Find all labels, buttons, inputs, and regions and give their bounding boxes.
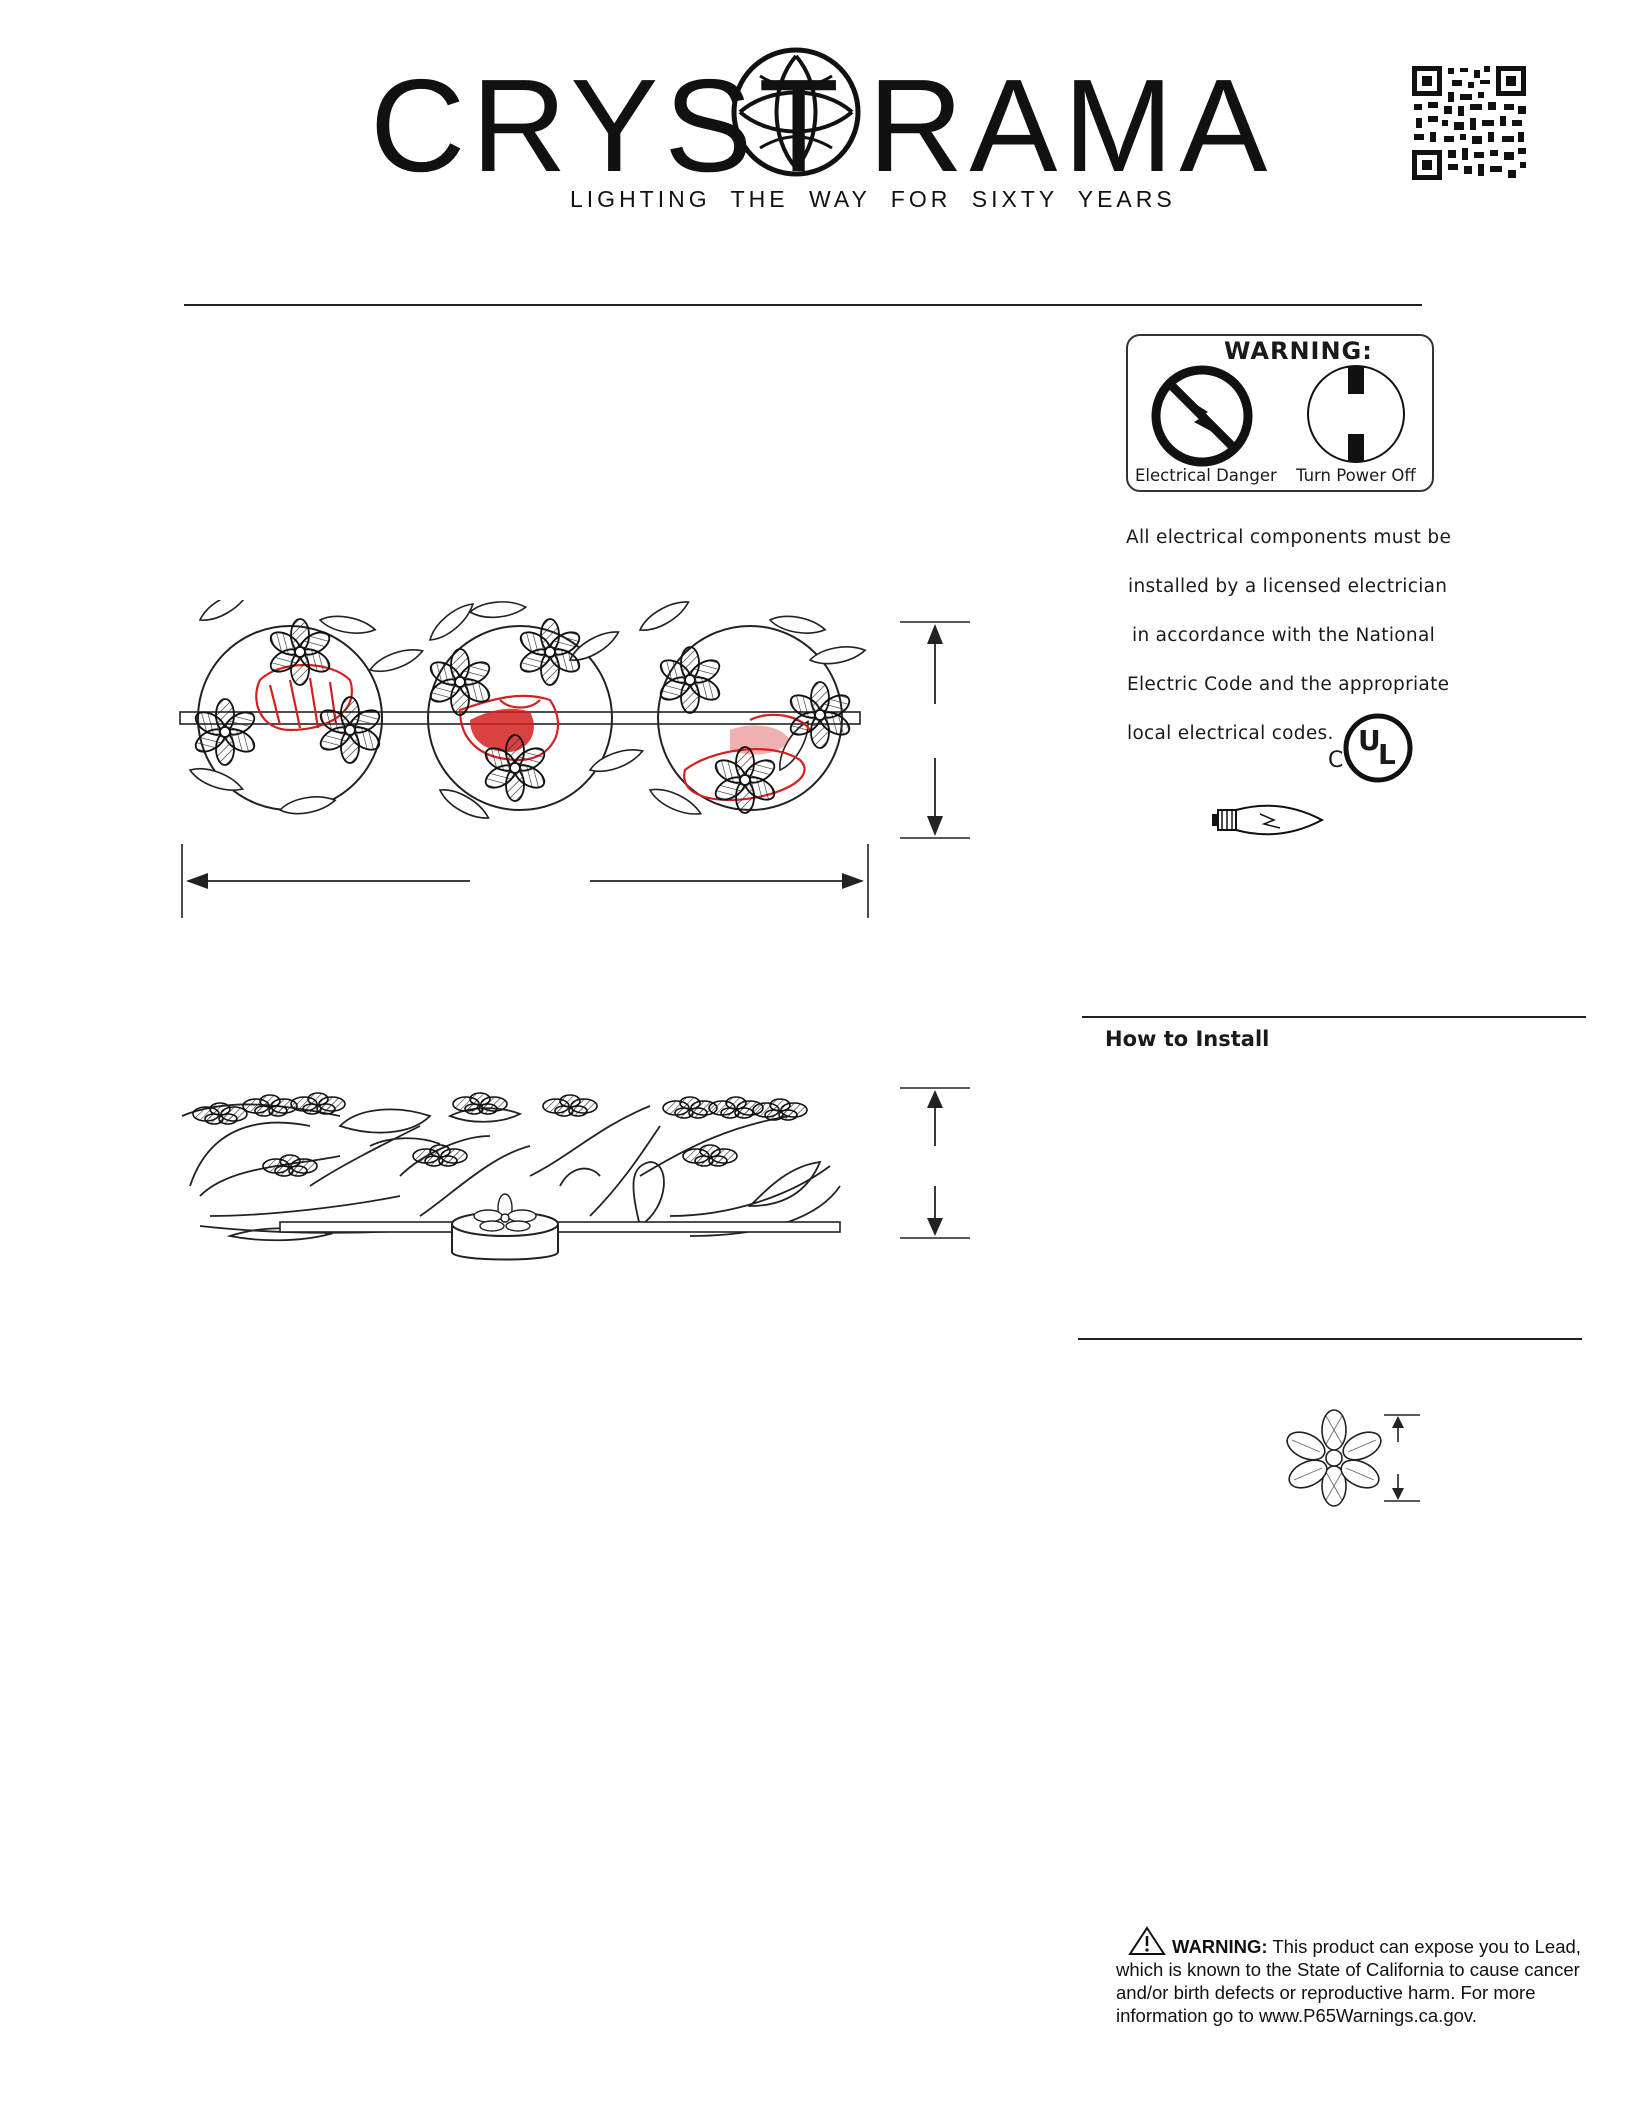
install-divider-bottom [1078,1338,1582,1340]
brand-name-right: RAMA [868,52,1274,199]
prop65-line-1: This product can expose you to Lead, [1267,1936,1581,1957]
ul-u-letter: U [1358,724,1381,757]
fixture-side-view-drawing [170,1066,1000,1276]
electrical-danger-label: Electrical Danger [1135,466,1277,485]
electrical-notice-line-2: installed by a licensed electrician [1128,576,1448,597]
qr-code-icon [1412,66,1526,180]
cul-c-letter: C [1328,748,1344,773]
fixture-front-view-drawing [170,600,1000,930]
electrical-notice-line-4: Electric Code and the appropriate [1127,674,1450,695]
electrical-notice-line-5: local electrical codes. [1127,723,1334,744]
brand-tagline: LIGHTING THE WAY FOR SIXTY YEARS [570,186,1176,212]
ul-l-letter: L [1378,738,1396,771]
turn-power-off-label: Turn Power Off [1296,466,1416,485]
prop65-line-2: which is known to the State of California to cause cancer [1116,1959,1580,1980]
power-off-switch-icon [1306,362,1406,466]
prop65-line-3: and/or birth defects or reproductive harm. For more [1116,1982,1536,2003]
brand-logo-emblem-icon [730,46,862,178]
electrical-danger-icon [1150,364,1254,468]
prop65-warning [1116,1935,1596,2027]
how-to-install-title: How to Install [1105,1027,1270,1051]
prop65-line-4: information go to www.P65Warnings.ca.gov. [1116,2005,1477,2026]
prop65-label: WARNING: [1172,1936,1268,1957]
install-divider-top [1082,1016,1586,1018]
cul-listed-mark-icon [1326,712,1416,788]
candelabra-bulb-icon [1208,800,1326,840]
safety-warning-title: WARNING: [1224,337,1373,365]
electrical-notice-line-3: in accordance with the National [1132,625,1436,646]
header-divider [184,304,1422,306]
crystal-flower-detail-icon [1284,1408,1444,1508]
brand-name-left: CRYST [370,52,845,199]
electrical-notice-line-1: All electrical components must be [1126,527,1452,548]
